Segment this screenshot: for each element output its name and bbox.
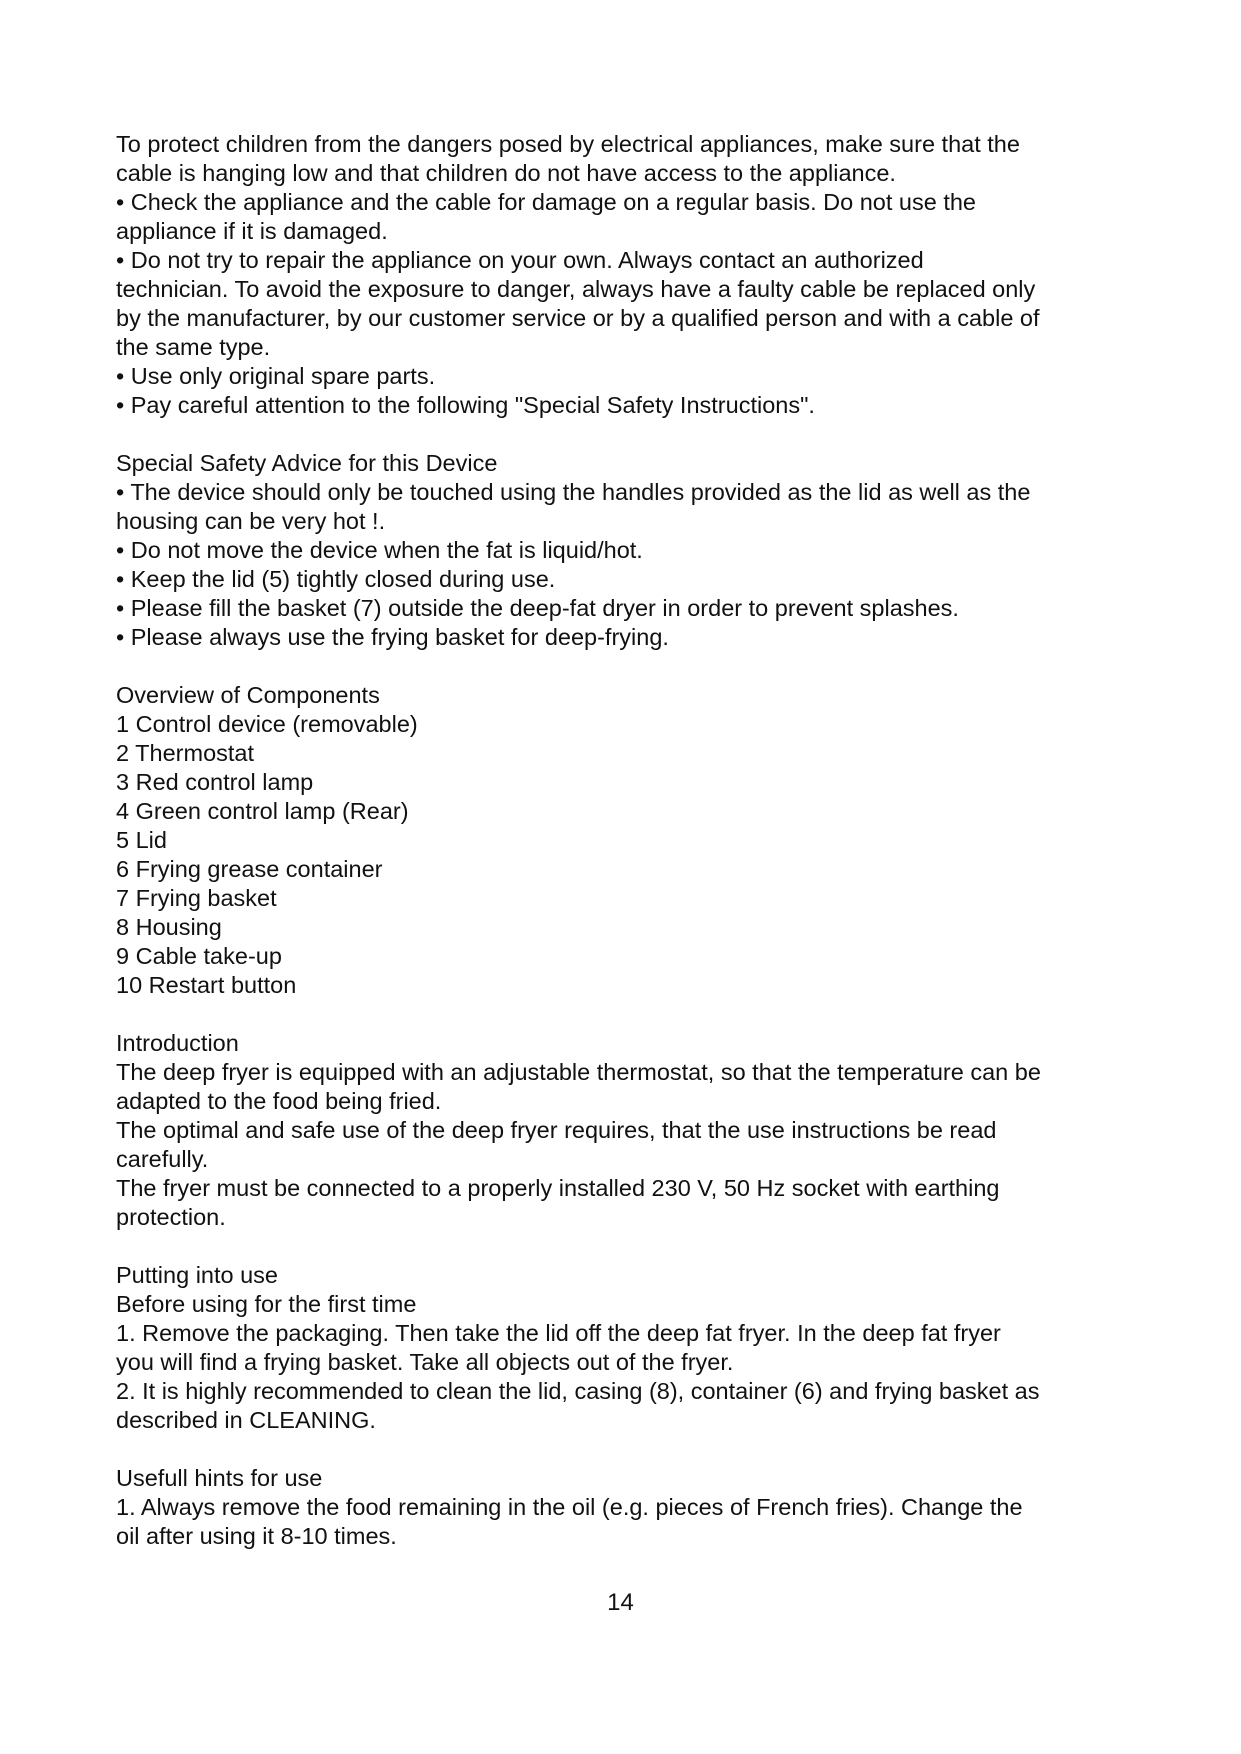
text-line: The optimal and safe use of the deep fryer requires, that the use instructions be read [116, 1117, 997, 1143]
section-heading: Putting into use [116, 1262, 278, 1288]
page-number: 14 [607, 1589, 634, 1616]
paragraph-gap [116, 1000, 1126, 1029]
section-heading: Usefull hints for use [116, 1465, 323, 1491]
component-item: 10 Restart button [116, 972, 297, 998]
document-body [116, 130, 1126, 1551]
paragraph-gap [116, 652, 1126, 681]
component-item: 1 Control device (removable) [116, 711, 418, 737]
bullet-line: • The device should only be touched using the handles provided as the lid as well as the [116, 479, 1031, 505]
bullet-line: • Check the appliance and the cable for damage on a regular basis. Do not use the [116, 189, 976, 215]
bullet-line: • Keep the lid (5) tightly closed during use. [116, 566, 556, 592]
text-line: housing can be very hot !. [116, 508, 386, 534]
special-safety-advice-section [116, 449, 1126, 652]
text-line: the same type. [116, 334, 271, 360]
paragraph-gap [116, 1435, 1126, 1464]
text-line: adapted to the food being fried. [116, 1088, 442, 1114]
safety-intro-section [116, 130, 1126, 420]
text-line: you will find a frying basket. Take all objects out of the fryer. [116, 1349, 734, 1375]
text-line: cable is hanging low and that children do not have access to the appliance. [116, 160, 896, 186]
sub-heading: Before using for the first time [116, 1291, 417, 1317]
text-line: The fryer must be connected to a properly installed 230 V, 50 Hz socket with earthing [116, 1175, 1000, 1201]
text-line: The deep fryer is equipped with an adjustable thermostat, so that the temperature can be [116, 1059, 1041, 1085]
component-item: 7 Frying basket [116, 885, 277, 911]
bullet-line: • Please fill the basket (7) outside the deep-fat dryer in order to prevent splashes. [116, 595, 959, 621]
component-item: 6 Frying grease container [116, 856, 383, 882]
paragraph-gap [116, 420, 1126, 449]
putting-into-use-section [116, 1261, 1126, 1435]
component-item: 8 Housing [116, 914, 222, 940]
numbered-line: 1. Always remove the food remaining in the oil (e.g. pieces of French fries). Change the [116, 1494, 1023, 1520]
introduction-section [116, 1029, 1126, 1232]
text-line: To protect children from the dangers posed by electrical appliances, make sure that the [116, 131, 1020, 157]
numbered-line: 2. It is highly recommended to clean the lid, casing (8), container (6) and frying basket as [116, 1378, 1040, 1404]
section-heading: Overview of Components [116, 682, 380, 708]
numbered-line: 1. Remove the packaging. Then take the lid off the deep fat fryer. In the deep fat fryer [116, 1320, 1001, 1346]
text-line: protection. [116, 1204, 226, 1230]
bullet-line: • Do not try to repair the appliance on your own. Always contact an authorized [116, 247, 924, 273]
section-heading: Introduction [116, 1030, 239, 1056]
component-item: 2 Thermostat [116, 740, 255, 766]
text-line: carefully. [116, 1146, 209, 1172]
text-line: described in CLEANING. [116, 1407, 376, 1433]
text-line: appliance if it is damaged. [116, 218, 388, 244]
bullet-line: • Pay careful attention to the following "Special Safety Instructions". [116, 392, 815, 418]
text-line: oil after using it 8-10 times. [116, 1523, 397, 1549]
bullet-line: • Do not move the device when the fat is liquid/hot. [116, 537, 643, 563]
usefull-hints-section [116, 1464, 1126, 1551]
component-item: 5 Lid [116, 827, 167, 853]
section-heading: Special Safety Advice for this Device [116, 450, 498, 476]
component-item: 4 Green control lamp (Rear) [116, 798, 409, 824]
component-item: 9 Cable take-up [116, 943, 282, 969]
component-item: 3 Red control lamp [116, 769, 314, 795]
overview-of-components-section [116, 681, 1126, 1000]
bullet-line: • Please always use the frying basket for deep-frying. [116, 624, 669, 650]
text-line: by the manufacturer, by our customer service or by a qualified person and with a cable of [116, 305, 1040, 331]
bullet-line: • Use only original spare parts. [116, 363, 436, 389]
text-line: technician. To avoid the exposure to danger, always have a faulty cable be replaced only [116, 276, 1036, 302]
paragraph-gap [116, 1232, 1126, 1261]
